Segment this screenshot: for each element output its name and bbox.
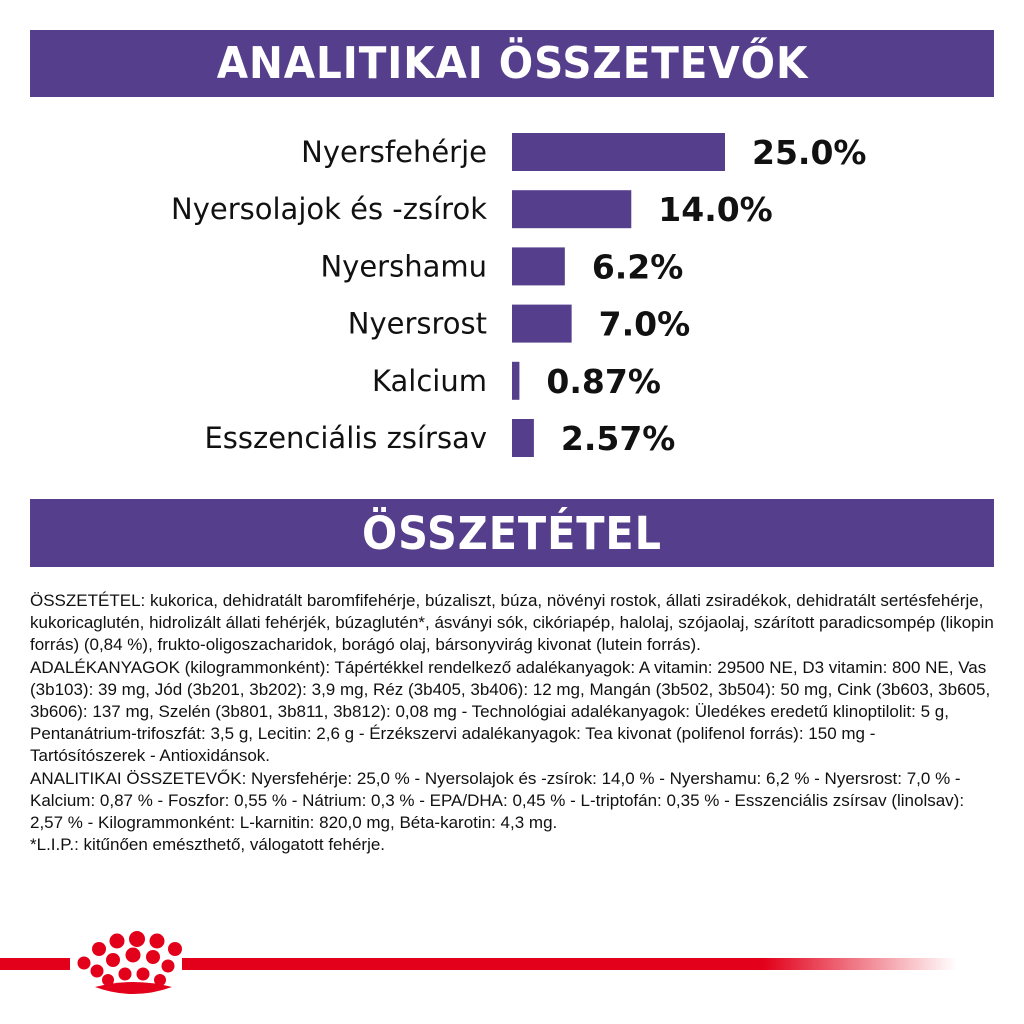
crown-dot [168, 942, 182, 956]
value-label: 6.2% [591, 247, 684, 287]
nutrient-bar-chart [0, 0, 1024, 480]
value-label: 14.0% [658, 190, 773, 230]
bar [512, 247, 565, 285]
crown-dot [146, 950, 160, 964]
bar [512, 133, 725, 171]
analytics-title: ANALITIKAI ÖSSZETEVŐK [216, 38, 808, 89]
crown-dot [110, 934, 125, 949]
bar [512, 419, 534, 457]
value-label: 7.0% [598, 304, 691, 344]
crown-dot [137, 968, 150, 981]
category-label: Kalcium [372, 363, 487, 398]
crown-dot [119, 968, 132, 981]
bar [512, 190, 631, 228]
category-label: Nyersolajok és -zsírok [171, 192, 487, 227]
category-label: Nyershamu [320, 249, 487, 284]
analytics-paragraph: ANALITIKAI ÖSSZETEVŐK: Nyersfehérje: 25,0 % - Nyersolajok és -zsírok: 14,0 % - Nyershamu: 6,2 % - Nyersrost: 7,0 % - Kalcium: 0,87 % - Foszfor: 0,55 % - Nátrium: 0,3 % - EPA/DHA: 0,45 % - L-triptofán: 0,35 % - Esszenciális zsírsav (linolsav): 2,57 % - Kilogrammonként: L-karnitin: 820,0 mg, Béta-karotin: 4,3 mg. [30, 768, 965, 833]
crown-dot [162, 960, 175, 973]
crown-dot [78, 957, 91, 970]
value-label: 0.87% [546, 361, 661, 401]
crown-dot [126, 948, 141, 963]
composition-paragraph: ÖSSZETÉTEL: kukorica, dehidratált baromfifehérje, búzaliszt, búza, növényi rostok, állati zsiradékok, dehidratált sertésfehérje, kukoricaglutén, hidrolizált állati fehérjék, búzaglutén*, ásványi sók, cikóriapép, halolaj, szójaolaj, szárított paradicsompép (likopin forrás) (0,84 %), frukto-oligoszacharidok, borágó olaj, bársonyvirág kivonat (lutein forrás). [30, 591, 994, 655]
bar [512, 305, 572, 343]
composition-text [30, 590, 994, 856]
crown-dot [129, 931, 145, 947]
category-label: Nyersfehérje [301, 135, 487, 169]
value-label: 25.0% [752, 133, 867, 172]
brand-footer [0, 925, 1024, 1005]
royal-canin-crown-icon [78, 931, 183, 994]
composition-title: ÖSSZETÉTEL [362, 506, 662, 560]
brand-stripe-left [0, 958, 70, 970]
brand-stripe-right [182, 958, 957, 970]
crown-dot [150, 934, 165, 949]
crown-dot [92, 942, 106, 956]
additives-paragraph: ADALÉKANYAGOK (kilogrammonként): Tápértékkel rendelkező adalékanyagok: A vitamin: 29500 NE, D3 vitamin: 800 NE, Vas (3b103): 39 mg, Jód (3b201, 3b202): 3,9 mg, Réz (3b405, 3b406): 12 mg, Mangán (3b502, 3b504): 50 mg, Cink (3b603, 3b605, 3b606): 137 mg, Szelén (3b801, 3b811, 3b812): 0,08 mg - Technológiai adalékanyagok: Üledékes eredetű klinoptilolit: 5 g, Pentanátrium-trifoszfát: 3,5 g, Lecitin: 2,6 g - Érzékszervi adalékanyagok: Tea kivonat (polifenol forrás): 150 mg - Tartósítószerek - Antioxidánsok. [30, 657, 991, 766]
crown-dot [91, 965, 104, 978]
crown-dot [106, 953, 120, 967]
bar [512, 362, 519, 400]
value-label: 2.57% [560, 419, 676, 458]
footnote-paragraph: *L.I.P.: kitűnően emészthető, válogatott fehérje. [30, 835, 386, 855]
composition-banner [30, 499, 994, 567]
category-label: Nyersrost [347, 306, 487, 341]
category-label: Esszenciális zsírsav [204, 421, 487, 455]
